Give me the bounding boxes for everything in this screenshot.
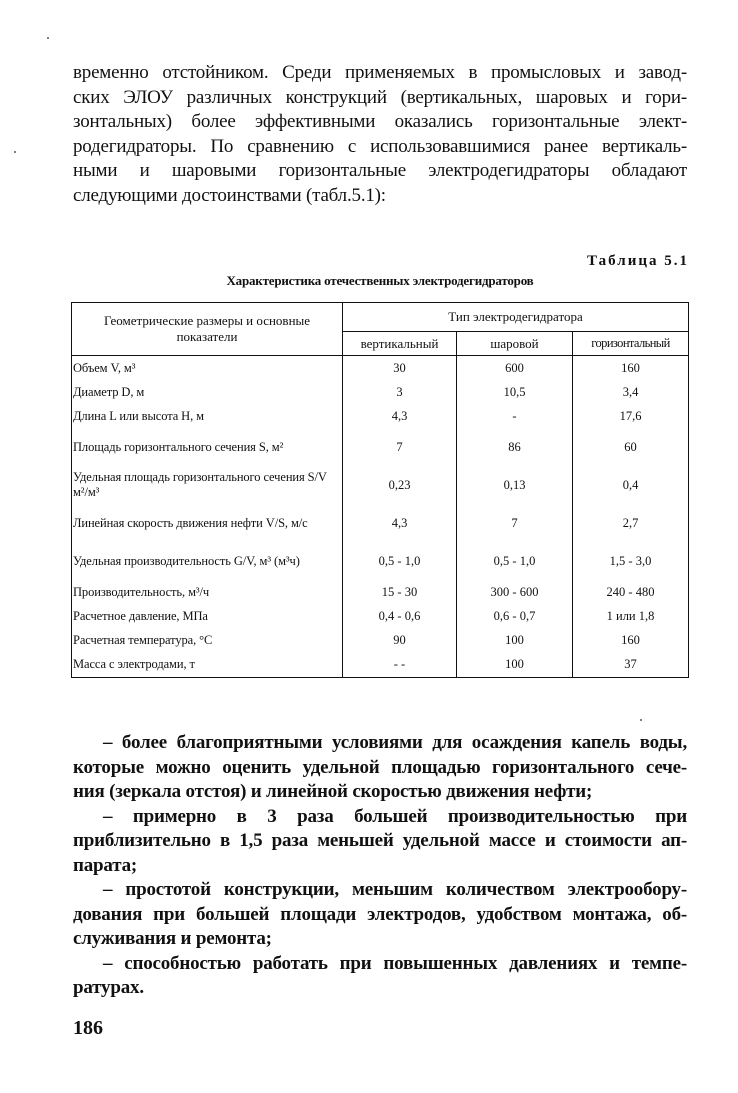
table-row bbox=[72, 466, 689, 504]
row-label: Производительность, м³/ч bbox=[72, 580, 343, 604]
text-line: служивания и ремонта; bbox=[73, 928, 272, 949]
table-row bbox=[72, 542, 689, 580]
cell-value: 0,6 - 0,7 bbox=[457, 604, 573, 628]
page-number: 186 bbox=[73, 1017, 103, 1039]
text-line: зонтальных) более эффективными оказались горизонтальные элект- bbox=[73, 111, 687, 132]
table-row bbox=[72, 604, 689, 628]
row-label: Расчетная температура, °С bbox=[72, 628, 343, 652]
text-line: приблизительно в 1,5 раза меньшей удельной массе и стоимости ап- bbox=[73, 830, 687, 851]
cell-value: 0,5 - 1,0 bbox=[343, 542, 457, 580]
cell-value: 0,23 bbox=[343, 466, 457, 504]
cell-value: 4,3 bbox=[343, 404, 457, 428]
row-label: Площадь горизонтального сечения S, м² bbox=[72, 428, 343, 466]
table-row bbox=[72, 580, 689, 604]
advantages-paragraph bbox=[73, 731, 687, 1001]
table-number-label: Таблица 5.1 bbox=[587, 253, 689, 269]
cell-value: 100 bbox=[457, 652, 573, 678]
text-line: ными и шаровыми горизонтальные электродегидраторы обладают bbox=[73, 160, 687, 181]
cell-value: 0,4 - 0,6 bbox=[343, 604, 457, 628]
table-row bbox=[72, 628, 689, 652]
text-line: временно отстойником. Среди применяемых в промысловых и завод- bbox=[73, 62, 687, 83]
column-header-spherical: шаровой bbox=[457, 332, 573, 356]
table-title: Характеристика отечественных электродегидраторов bbox=[226, 273, 534, 288]
row-label: Диаметр D, м bbox=[72, 380, 343, 404]
column-header-vertical: вертикальный bbox=[343, 332, 457, 356]
cell-value: 37 bbox=[573, 652, 689, 678]
scan-speck bbox=[640, 719, 642, 721]
row-label: Удельная площадь горизонтального сечения S/V м²/м³ bbox=[72, 466, 343, 504]
text-line: ния (зеркала отстоя) и линейной скоростью движения нефти; bbox=[73, 781, 593, 802]
text-line: – способностью работать при повышенных давлениях и темпе- bbox=[103, 952, 687, 974]
text-line: парата; bbox=[73, 854, 138, 876]
cell-value: 300 - 600 bbox=[457, 580, 573, 604]
cell-value: 15 - 30 bbox=[343, 580, 457, 604]
table-row bbox=[72, 380, 689, 404]
cell-value: 60 bbox=[573, 428, 689, 466]
cell-value: 90 bbox=[343, 628, 457, 652]
row-label: Объем V, м³ bbox=[72, 356, 343, 381]
cell-value: 3 bbox=[343, 380, 457, 404]
table-row bbox=[72, 428, 689, 466]
cell-value: 7 bbox=[457, 504, 573, 542]
row-label: Удельная производительность G/V, м³ (м³ч) bbox=[72, 542, 343, 580]
cell-value: 3,4 bbox=[573, 380, 689, 404]
table-row bbox=[72, 356, 689, 381]
cell-value: - bbox=[457, 404, 573, 428]
type-header: Тип электродегидратора bbox=[343, 303, 689, 332]
text-line: следующими достоинствами (табл.5.1): bbox=[73, 184, 386, 206]
text-line: – более благоприятными условиями для осаждения капель воды, bbox=[103, 732, 687, 753]
cell-value: 100 bbox=[457, 628, 573, 652]
cell-value: 0,4 bbox=[573, 466, 689, 504]
cell-value: 0,5 - 1,0 bbox=[457, 542, 573, 580]
cell-value: 7 bbox=[343, 428, 457, 466]
cell-value: - - bbox=[343, 652, 457, 678]
text-line: ратурах. bbox=[73, 977, 144, 998]
param-header: Геометрические размеры и основные показатели bbox=[72, 303, 343, 356]
row-label: Линейная скорость движения нефти V/S, м/с bbox=[72, 504, 343, 542]
text-line: – примерно в 3 раза большей производительностью при bbox=[103, 805, 687, 827]
row-label: Масса с электродами, т bbox=[72, 652, 343, 678]
table-row bbox=[72, 652, 689, 678]
scan-speck bbox=[14, 151, 16, 153]
cell-value: 86 bbox=[457, 428, 573, 466]
cell-value: 1 или 1,8 bbox=[573, 604, 689, 628]
text-line: которые можно оценить удельной площадью горизонтального сече- bbox=[73, 756, 687, 778]
text-line: родегидраторы. По сравнению с использовавшимися ранее вертикаль- bbox=[73, 135, 687, 157]
row-label: Расчетное давление, МПа bbox=[72, 604, 343, 628]
text-line: дования при большей площади электродов, удобством монтажа, об- bbox=[73, 903, 687, 925]
row-label: Длина L или высота H, м bbox=[72, 404, 343, 428]
cell-value: 160 bbox=[573, 628, 689, 652]
dehydrator-spec-table bbox=[71, 302, 689, 678]
cell-value: 160 bbox=[573, 356, 689, 381]
cell-value: 10,5 bbox=[457, 380, 573, 404]
text-line: ских ЭЛОУ различных конструкций (вертикальных, шаровых и гори- bbox=[73, 86, 687, 108]
scan-speck bbox=[47, 37, 49, 39]
cell-value: 240 - 480 bbox=[573, 580, 689, 604]
cell-value: 0,13 bbox=[457, 466, 573, 504]
cell-value: 17,6 bbox=[573, 404, 689, 428]
table-row bbox=[72, 504, 689, 542]
text-line: – простотой конструкции, меньшим количеством электрообору- bbox=[103, 879, 687, 900]
cell-value: 1,5 - 3,0 bbox=[573, 542, 689, 580]
cell-value: 600 bbox=[457, 356, 573, 381]
intro-paragraph bbox=[73, 61, 687, 208]
cell-value: 2,7 bbox=[573, 504, 689, 542]
table-row bbox=[72, 404, 689, 428]
cell-value: 4,3 bbox=[343, 504, 457, 542]
cell-value: 30 bbox=[343, 356, 457, 381]
column-header-horizontal: горизонтальный bbox=[573, 332, 689, 356]
